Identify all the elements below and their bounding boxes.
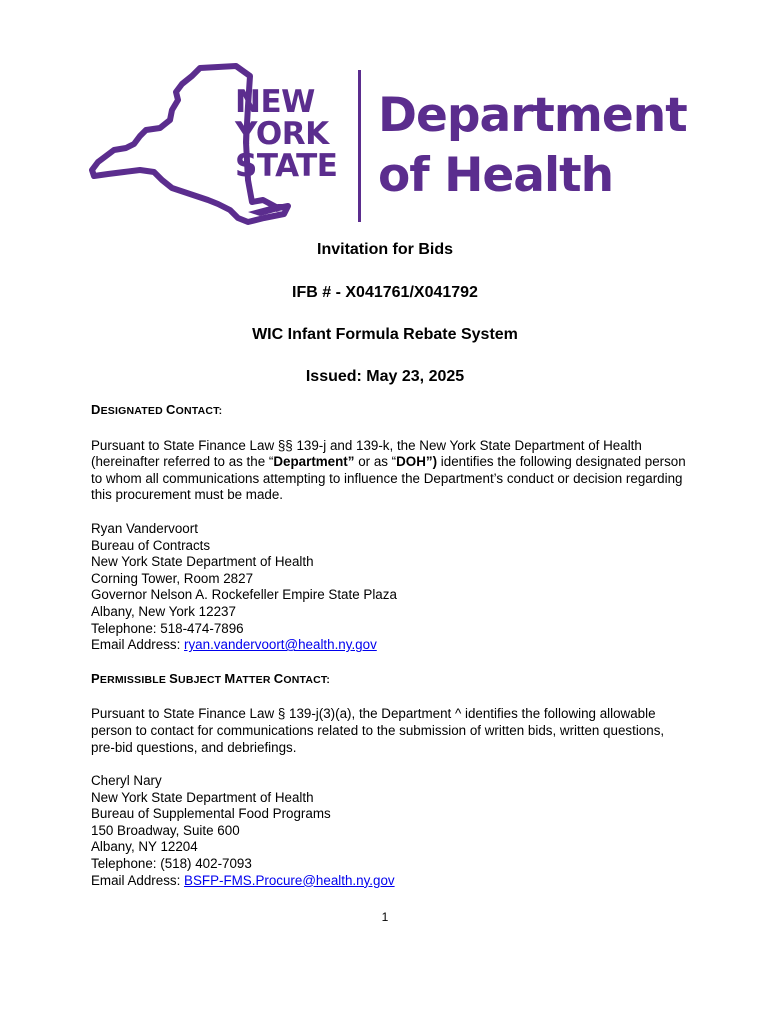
contact-email-line: Email Address: ryan.vandervoort@health.ny.gov bbox=[91, 637, 377, 653]
contact-email-line: Email Address: BSFP-FMS.Procure@health.ny.gov bbox=[91, 872, 395, 888]
contact-city: Albany, NY 12204 bbox=[91, 839, 198, 855]
permissible-contact-heading: PERMISSIBLE SUBJECT MATTER CONTACT: bbox=[91, 670, 331, 686]
designated-contact-heading: DESIGNATED CONTACT: bbox=[91, 402, 223, 417]
contact-telephone: Telephone: 518-474-7896 bbox=[91, 620, 244, 636]
permissible-contact-paragraph: Pursuant to State Finance Law § 139-j(3)(a), the Department ^ identifies the following allowable person to contact for communications related to the submission of written bids, written questions, pre-bid questions, and debriefings. bbox=[91, 706, 665, 755]
designated-contact-address bbox=[91, 521, 691, 654]
permissible-email-link[interactable]: BSFP-FMS.Procure@health.ny.gov bbox=[184, 872, 395, 888]
contact-name: Cheryl Nary bbox=[91, 773, 162, 789]
designated-email-link[interactable]: ryan.vandervoort@health.ny.gov bbox=[184, 637, 377, 653]
contact-street: 150 Broadway, Suite 600 bbox=[91, 822, 240, 838]
department-of-health-wordmark: Department of Health bbox=[378, 88, 687, 203]
title-issued-date: Issued: May 23, 2025 bbox=[305, 368, 465, 385]
contact-agency: New York State Department of Health bbox=[91, 554, 314, 570]
contact-bureau: Bureau of Supplemental Food Programs bbox=[91, 806, 331, 822]
new-york-state-wordmark: NEW YORK STATE bbox=[235, 84, 338, 184]
designated-contact-paragraph: Pursuant to State Finance Law §§ 139-j and 139-k, the New York State Department of Health (hereinafter referred to as the “Department” or as “DOH”) identifies the following designated person to whom all communications attempting to influence the Department’s conduct or decision regarding this procurement must be made. bbox=[91, 437, 686, 503]
page-number: 1 bbox=[381, 910, 389, 924]
document-body bbox=[91, 402, 691, 889]
title-invitation: Invitation for Bids bbox=[317, 241, 453, 258]
title-system-name: WIC Infant Formula Rebate System bbox=[252, 326, 518, 343]
permissible-contact-address bbox=[91, 773, 691, 889]
trademark-mark: TM bbox=[276, 212, 285, 218]
contact-agency: New York State Department of Health bbox=[91, 789, 314, 805]
contact-telephone: Telephone: (518) 402-7093 bbox=[91, 856, 252, 872]
contact-bureau: Bureau of Contracts bbox=[91, 537, 211, 553]
contact-name: Ryan Vandervoort bbox=[91, 520, 198, 536]
contact-plaza: Governor Nelson A. Rockefeller Empire State Plaza bbox=[91, 587, 397, 603]
logo-divider bbox=[358, 70, 361, 222]
contact-city: Albany, New York 12237 bbox=[91, 603, 236, 619]
title-ifb-number: IFB # - X041761/X041792 bbox=[292, 284, 478, 301]
contact-building: Corning Tower, Room 2827 bbox=[91, 570, 254, 586]
